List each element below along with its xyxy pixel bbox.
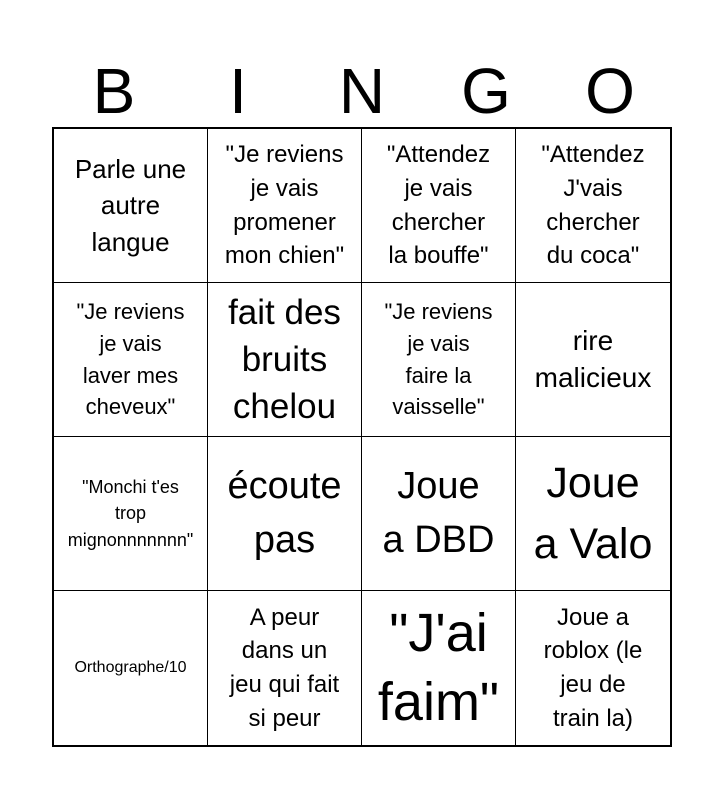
bingo-header <box>52 55 672 127</box>
header-letter-i: I <box>229 55 247 127</box>
bingo-cell[interactable]: Joue a DBD <box>362 437 516 591</box>
header-letter-g: G <box>461 55 511 127</box>
bingo-cell[interactable]: A peur dans un jeu qui fait si peur <box>208 591 362 745</box>
bingo-cell[interactable]: "Monchi t'es trop mignonnnnnnn" <box>54 437 208 591</box>
bingo-cell[interactable]: rire malicieux <box>516 283 670 437</box>
bingo-cell[interactable]: fait des bruits chelou <box>208 283 362 437</box>
bingo-cell[interactable]: "Attendez J'vais chercher du coca" <box>516 129 670 283</box>
header-letter-o: O <box>585 55 635 127</box>
bingo-cell[interactable]: Orthographe/10 <box>54 591 208 745</box>
bingo-cell[interactable]: "Je reviens je vais promener mon chien" <box>208 129 362 283</box>
bingo-cell[interactable]: "Je reviens je vais laver mes cheveux" <box>54 283 208 437</box>
bingo-cell[interactable]: Joue a Valo <box>516 437 670 591</box>
bingo-cell[interactable]: Parle une autre langue <box>54 129 208 283</box>
bingo-cell[interactable]: Joue a roblox (le jeu de train la) <box>543 603 643 732</box>
bingo-cell[interactable]: "Attendez je vais chercher la bouffe" <box>362 129 516 283</box>
bingo-cell[interactable]: écoute pas <box>208 437 362 591</box>
header-letter-b: B <box>92 55 136 127</box>
bingo-cell[interactable]: "J'ai faim" <box>362 591 516 745</box>
bingo-cell[interactable]: "Je reviens je vais faire la vaisselle" <box>362 283 516 437</box>
bingo-card <box>52 127 672 747</box>
header-letter-n: N <box>338 55 386 127</box>
